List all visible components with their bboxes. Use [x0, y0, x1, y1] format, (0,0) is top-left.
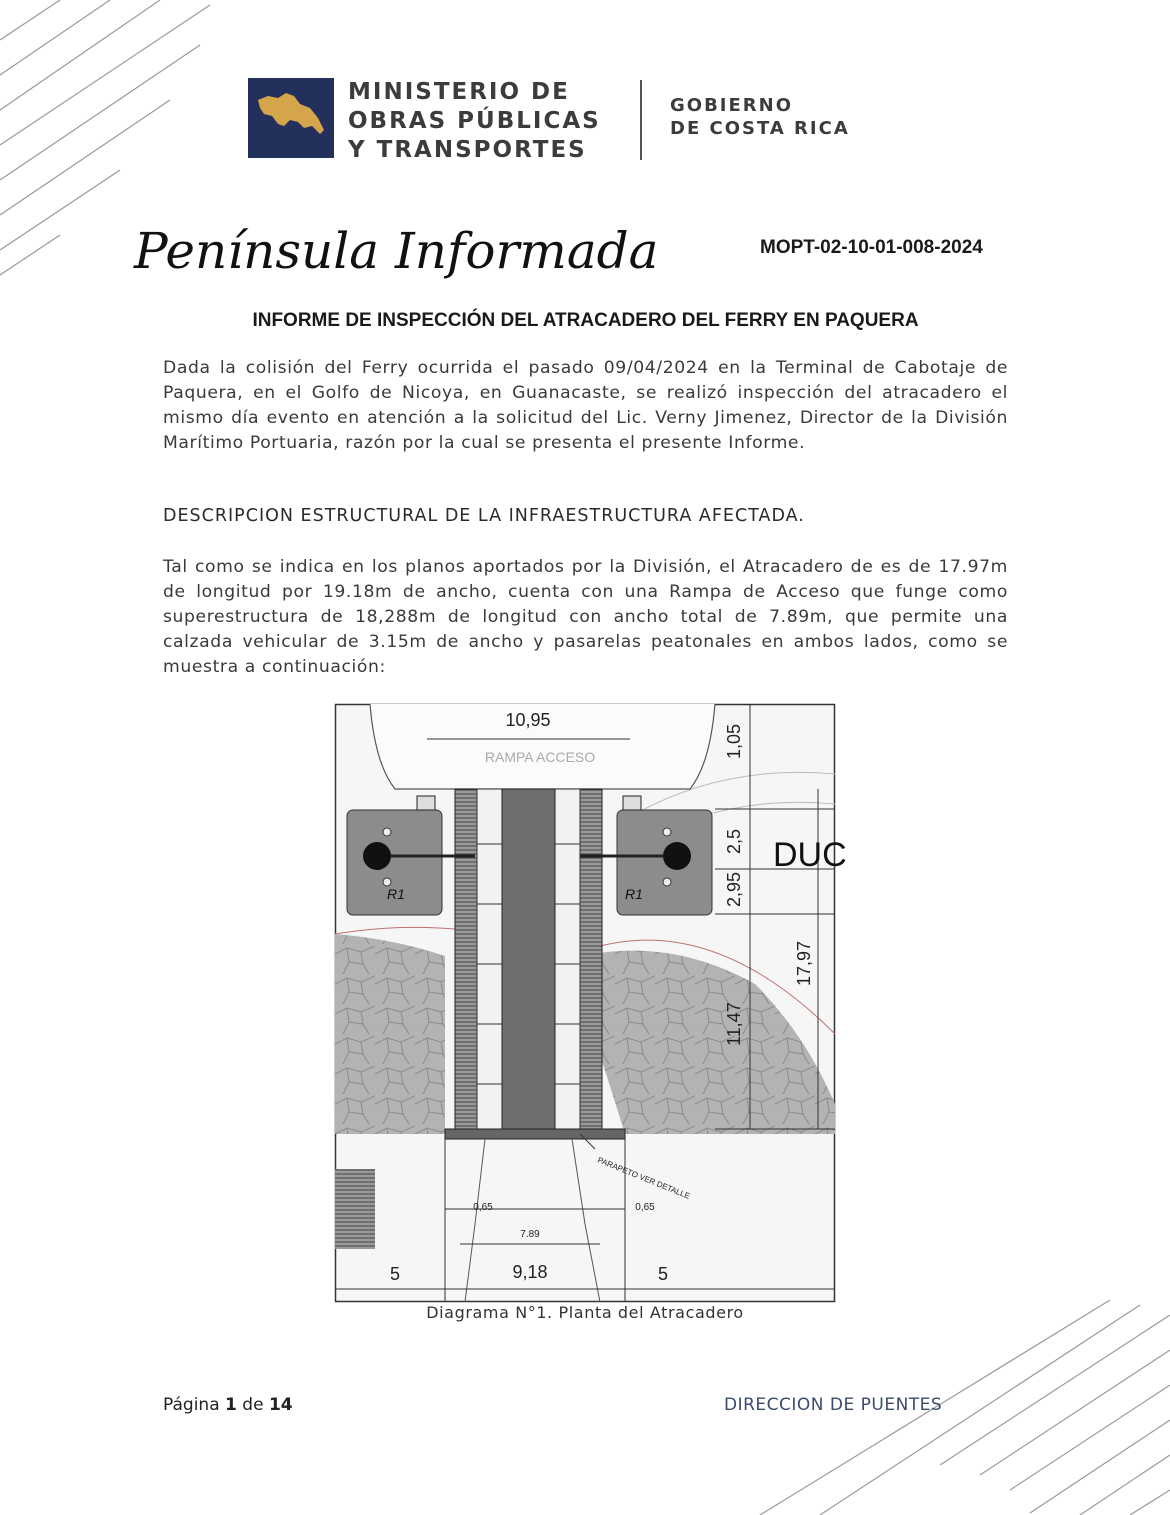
ramp-rail-right [555, 789, 580, 1129]
document-title: INFORME DE INSPECCIÓN DEL ATRACADERO DEL FERRY EN PAQUERA [252, 310, 919, 331]
dim-gap-right: 0,65 [635, 1202, 655, 1213]
parapet-label: PARAPETO VER DETALLE [596, 1155, 692, 1201]
page-total: 14 [268, 1395, 293, 1415]
rock-embankment-left [335, 934, 445, 1134]
government-line-2: DE COSTA RICA [670, 118, 850, 139]
costa-rica-map-icon [248, 78, 334, 158]
section-heading: DESCRIPCION ESTRUCTURAL DE LA INFRAESTRUCTURA AFECTADA. [163, 506, 805, 526]
document-number: MOPT-02-10-01-008-2024 [760, 237, 983, 258]
dim-top-offset: 1,05 [724, 723, 744, 759]
dim-bottom-right: 5 [657, 1264, 669, 1284]
ministry-name [348, 78, 601, 165]
dim-gap-left: 0,65 [473, 1202, 493, 1213]
intro-paragraph: Dada la colisión del Ferry ocurrida el pasado 09/04/2024 en la Terminal de Cabotaje de Paquera, en el Golfo de Nicoya, en Guanacaste, se realizó inspección del atracadero el mismo día evento en atención a la solicitud del Lic. Verny Jimenez, Director de la División Marítimo Portuaria, razón por la cual se presenta el presente Informe. [163, 358, 1008, 453]
dock-plan-diagram [335, 704, 847, 1302]
page-prefix: Página [163, 1395, 220, 1415]
page-current: 1 [225, 1395, 237, 1415]
walkway-left [455, 789, 477, 1129]
ramp-label: RAMPA ACCESO [484, 749, 596, 765]
walkway-right [580, 789, 602, 1129]
r1-left-label: R1 [387, 886, 405, 902]
watermark-text: Península Informada [134, 222, 659, 280]
header-divider [640, 80, 642, 160]
dim-bottom-center: 9,18 [512, 1262, 548, 1282]
vehicle-deck [502, 789, 555, 1129]
page-number [163, 1395, 293, 1415]
ministry-line-1: MINISTERIO DE [348, 79, 570, 105]
government-line-1: GOBIERNO [670, 95, 794, 116]
dim-seg-c: 11,47 [724, 1002, 744, 1046]
diagram-caption: Diagrama N°1. Planta del Atracadero [426, 1303, 744, 1322]
government-name [670, 94, 850, 140]
ministry-line-2: OBRAS PÚBLICAS [348, 108, 601, 134]
department-name: DIRECCION DE PUENTES [724, 1395, 943, 1415]
dim-seg-b: 2,95 [724, 871, 744, 907]
ministry-line-3: Y TRANSPORTES [348, 137, 587, 163]
r1-right-label: R1 [625, 886, 643, 902]
ministry-logo [248, 78, 334, 158]
page-separator: de [242, 1395, 264, 1415]
ramp-rail-left [477, 789, 502, 1129]
dim-bottom-left: 5 [389, 1264, 401, 1284]
dim-top-width: 10,95 [505, 710, 551, 730]
description-paragraph: Tal como se indica en los planos aportados por la División, el Atracadero de es de 17.97m de longitud por 19.18m de ancho, cuenta con una Rampa de Acceso que funge como superestructura de 18,288m de longitud con ancho total de 7.89m, que permite una calzada vehicular de 3.15m de ancho y pasarelas peatonales en ambos lados, como se muestra a continuación: [163, 557, 1008, 677]
dim-total-length: 17,97 [794, 940, 814, 986]
dim-ramp-width: 7.89 [520, 1229, 540, 1240]
duc-label: DUC [773, 836, 847, 874]
dim-seg-a: 2,5 [724, 828, 744, 854]
